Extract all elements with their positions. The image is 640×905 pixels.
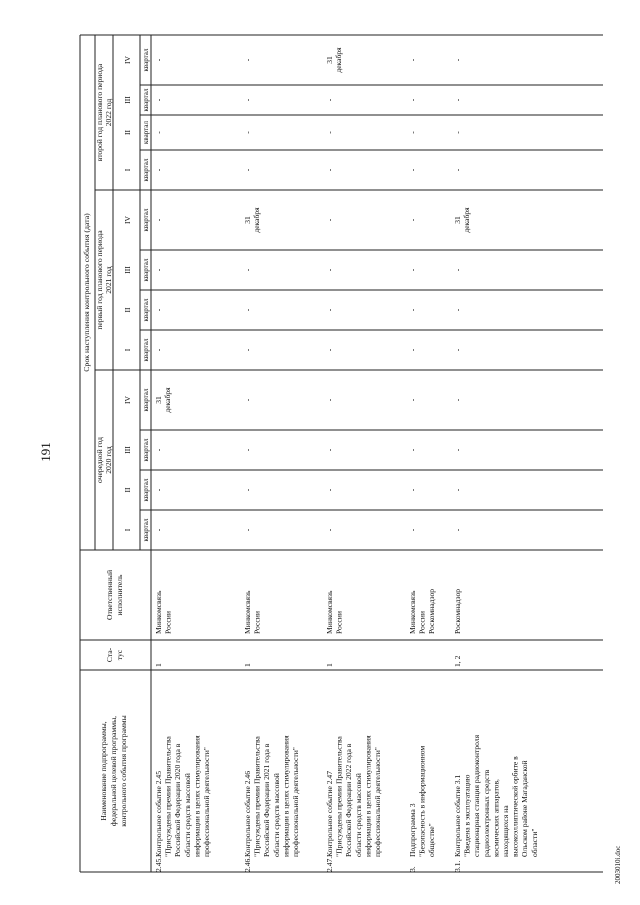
row-status: 1 — [325, 663, 334, 667]
row-dash: - — [325, 168, 334, 172]
row-dash: - — [325, 488, 334, 492]
row-title: области средств массовой — [182, 773, 192, 857]
row-dash: - — [325, 308, 334, 312]
row-dash: - — [408, 448, 417, 452]
row-status: 1, 2 — [453, 655, 462, 667]
row-status: 1 — [243, 663, 252, 667]
row-number: 2.45. — [154, 856, 163, 872]
row-dash: - — [154, 58, 163, 62]
row-dash: - — [408, 98, 417, 102]
header-quarter-word: квартал — [142, 48, 150, 72]
row-dash: - — [453, 98, 462, 102]
row-dash: - — [154, 488, 163, 492]
row-dash: - — [243, 268, 252, 272]
row-executor: Минкомсвязь — [408, 590, 417, 634]
row-date-day: 31 — [243, 216, 252, 224]
row-title: профессиональной деятельности" — [373, 747, 382, 857]
row-dash: - — [325, 268, 334, 272]
header-year-caption: второй год планового периода — [95, 63, 104, 162]
row-dash: - — [453, 131, 462, 134]
row-dash: - — [453, 398, 462, 402]
header-quarter-roman: I — [123, 168, 132, 172]
row-date-month: декабря — [252, 207, 261, 233]
row-executor: России — [417, 611, 427, 634]
row-title: Контрольное событие 2.47 — [325, 770, 334, 857]
header-name: контрольного события программы — [119, 715, 128, 827]
row-title: стационарная станция радиоконтроля — [472, 734, 482, 857]
row-dash: - — [408, 398, 417, 402]
row-dash: - — [408, 58, 417, 62]
row-dash: - — [453, 308, 462, 312]
row-dash: - — [408, 268, 417, 272]
header-quarter-roman: I — [123, 528, 132, 532]
row-dash: - — [243, 58, 252, 62]
header-year-label: 2020 год — [104, 446, 113, 474]
row-title: Контрольное событие 3.1 — [453, 774, 462, 857]
row-executor: России — [163, 611, 173, 634]
row-dash: - — [325, 98, 334, 102]
row-title: "Присуждены премии Правительства — [252, 736, 262, 857]
header-executor: исполнитель — [115, 574, 124, 616]
row-dash: - — [325, 528, 334, 532]
row-status: 1 — [154, 663, 163, 667]
header-year-caption: первый год планового периода — [95, 230, 104, 330]
row-title: информации в целях стимулирования — [363, 735, 373, 857]
header-executor: Ответственный — [105, 569, 114, 621]
row-title: профессиональной деятельности" — [291, 747, 300, 857]
header-quarter-roman: II — [123, 307, 132, 313]
row-number: 3. — [408, 866, 417, 872]
row-executor: России — [252, 611, 262, 634]
header-quarter-roman: IV — [123, 215, 132, 225]
row-dash: - — [325, 448, 334, 452]
row-dash: - — [408, 308, 417, 312]
row-executor: Минкомсвязь — [154, 590, 163, 634]
row-dash: - — [408, 488, 417, 492]
row-dash: - — [154, 131, 163, 134]
row-title: высокоэллиптической орбите в — [510, 756, 520, 857]
row-date-month: декабря — [163, 387, 172, 413]
header-name: Наименование подпрограммы, — [99, 721, 108, 821]
header-quarter-roman: III — [123, 266, 132, 274]
row-dash: - — [453, 168, 462, 172]
row-dash: - — [408, 218, 417, 222]
header-name: федеральной целевой программы, — [109, 715, 118, 827]
row-title: Контрольное событие 2.46 — [243, 770, 252, 857]
row-title: информации в целях стимулирования — [281, 735, 291, 857]
row-dash: - — [154, 98, 163, 102]
header-year-label: 2022 год — [104, 98, 113, 127]
header-status: Ста- — [105, 647, 114, 663]
row-title: профессиональной деятельности" — [202, 747, 211, 857]
row-dash: - — [243, 168, 252, 172]
row-title: "Присуждены премии Правительства — [163, 736, 173, 857]
row-title: области средств массовой — [353, 773, 363, 857]
row-dash: - — [453, 348, 462, 352]
page-number: 191 — [38, 442, 53, 462]
footer-filename: 2003010i.doc — [614, 845, 622, 884]
header-quarter-roman: II — [123, 487, 132, 493]
row-dash: - — [243, 131, 252, 134]
header-year-caption: очередной год — [95, 437, 104, 483]
row-dash: - — [453, 448, 462, 452]
row-dash: - — [154, 348, 163, 352]
row-dash: - — [408, 528, 417, 532]
header-quarter-word: квартал — [142, 478, 150, 502]
row-title: "Безопасность в информационном — [417, 745, 427, 857]
row-dash: - — [453, 58, 462, 62]
header-quarter-roman: I — [123, 348, 132, 352]
row-dash: - — [243, 308, 252, 312]
header-year-label: 2021 год — [104, 266, 113, 294]
row-dash: - — [325, 218, 334, 222]
header-deadline: Срок наступления контрольного события (дата) — [82, 213, 91, 372]
row-dash: - — [243, 448, 252, 452]
row-title: радиоэлектронных средств — [481, 769, 491, 857]
row-dash: - — [325, 348, 334, 352]
row-dash: - — [243, 348, 252, 352]
row-date-day: 31 — [325, 56, 334, 64]
header-quarter-word: квартал — [142, 518, 150, 542]
header-quarter-word: квартал — [142, 208, 150, 232]
row-executor: России — [334, 611, 344, 634]
row-title: области средств массовой — [271, 773, 281, 857]
header-quarter-roman: IV — [123, 395, 132, 405]
header-quarter-roman: III — [123, 96, 132, 104]
row-dash: - — [243, 528, 252, 532]
header-quarter-word: квартал — [142, 338, 150, 362]
row-dash: - — [325, 131, 334, 134]
row-title: Контрольное событие 2.45 — [154, 770, 163, 857]
row-title: "Введена в эксплуатацию — [462, 774, 472, 857]
row-title: обществе" — [427, 823, 437, 857]
row-number: 2.46. — [243, 856, 252, 872]
row-title: Ольском районе Магаданской — [520, 760, 530, 857]
control-events-table — [80, 35, 603, 872]
row-dash: - — [243, 488, 252, 492]
row-dash: - — [325, 398, 334, 402]
row-dash: - — [453, 268, 462, 272]
row-dash: - — [408, 131, 417, 134]
row-number: 3.1. — [453, 860, 462, 872]
row-dash: - — [154, 168, 163, 172]
row-dash: - — [453, 488, 462, 492]
header-quarter-word: квартал — [142, 158, 150, 182]
row-dash: - — [243, 398, 252, 402]
row-title: Российской Федерации 2021 года в — [262, 743, 272, 857]
row-dash: - — [154, 308, 163, 312]
row-dash: - — [408, 168, 417, 172]
row-dash: - — [154, 448, 163, 452]
row-title: космических аппаратов, — [491, 779, 501, 857]
row-executor: Роскомнадзор — [453, 588, 462, 634]
header-quarter-roman: III — [123, 446, 132, 454]
row-title: "Присуждены премии Правительства — [334, 736, 344, 857]
header-quarter-word: квартал — [142, 388, 150, 412]
row-executor: Роскомнадзор — [427, 588, 437, 634]
header-quarter-roman: II — [123, 129, 132, 136]
header-quarter-word: квартал — [142, 88, 150, 112]
row-executor: Минкомсвязь — [325, 590, 334, 634]
row-dash: - — [408, 348, 417, 352]
header-quarter-word: квартал — [142, 298, 150, 322]
row-executor: Минкомсвязь — [243, 590, 252, 634]
row-title: находящихся на — [501, 805, 510, 857]
row-title: Подпрограмма 3 — [408, 803, 417, 857]
row-dash: - — [154, 528, 163, 532]
row-date-month: декабря — [334, 47, 343, 73]
header-quarter-roman: IV — [123, 55, 132, 65]
row-title: области" — [529, 828, 539, 857]
header-quarter-word: квартал — [142, 258, 150, 282]
row-date-day: 31 — [453, 216, 462, 224]
row-dash: - — [243, 98, 252, 102]
row-date-month: декабря — [462, 207, 471, 233]
row-title: Российской Федерации 2022 года в — [344, 743, 354, 857]
row-number: 2.47. — [325, 856, 334, 872]
row-dash: - — [453, 528, 462, 532]
row-title: Российской Федерации 2020 года в — [173, 743, 183, 857]
row-date-day: 31 — [154, 396, 163, 404]
header-quarter-word: квартал — [142, 121, 150, 144]
row-title: информации в целях стимулирования — [192, 735, 202, 857]
header-status: тус — [115, 649, 124, 661]
row-dash: - — [154, 218, 163, 222]
row-dash: - — [154, 268, 163, 272]
header-quarter-word: квартал — [142, 438, 150, 462]
